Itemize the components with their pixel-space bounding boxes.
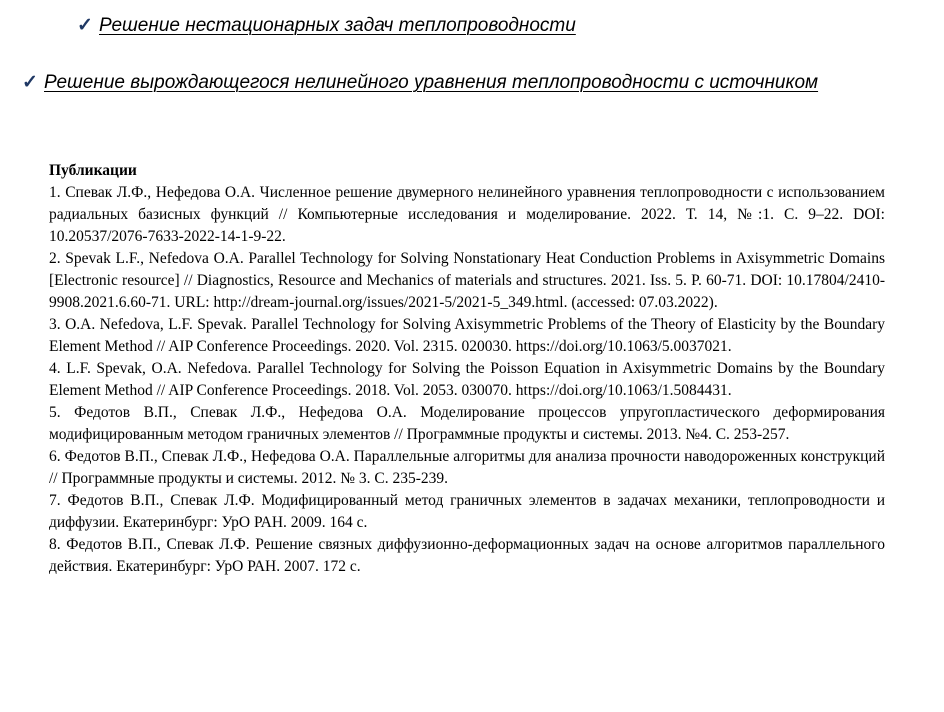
publications-section [49, 160, 885, 578]
publication-item-5: 5. Федотов В.П., Спевак Л.Ф., Нефедова О.А. Моделирование процессов упругопластического деформирования модифицированным методом граничных элементов // Программные продукты и системы. 2013. №4. С. 253-257. [49, 404, 885, 443]
publication-item-8: 8. Федотов В.П., Спевак Л.Ф. Решение связных диффузионно-деформационных задач на основе алгоритмов параллельного действия. Екатеринбург: УрО РАН. 2007. 172 с. [49, 536, 885, 575]
bullet-text-1: Решение нестационарных задач теплопроводности [99, 15, 576, 36]
bullet-item-1 [77, 14, 576, 38]
checkmark-icon: ✓ [22, 72, 38, 93]
publication-item-4: 4. L.F. Spevak, O.A. Nefedova. Parallel Technology for Solving the Poisson Equation in Axisymmetric Domains by the Boundary Element Method // AIP Conference Proceedings. 2018. Vol. 2053. 030070. https://doi.org/10.1063/1.5084431. [49, 360, 885, 399]
bullet-item-2 [22, 71, 818, 95]
publication-item-2: 2. Spevak L.F., Nefedova O.A. Parallel Technology for Solving Nonstationary Heat Conduction Problems in Axisymmetric Domains [Electronic resource] // Diagnostics, Resource and Mechanics of materials and structures. 2021. Iss. 5. P. 60-71. DOI: 10.17804/2410-9908.2021.6.60-71. URL: http://dream-journal.org/issues/2021-5/2021-5_349.html. (accessed: 07.03.2022). [49, 250, 885, 311]
publications-heading: Публикации [49, 162, 137, 179]
publication-item-3: 3. O.A. Nefedova, L.F. Spevak. Parallel Technology for Solving Axisymmetric Problems of the Theory of Elasticity by the Boundary Element Method // AIP Conference Proceedings. 2020. Vol. 2315. 020030. https://doi.org/10.1063/5.0037021. [49, 316, 885, 355]
publication-item-6: 6. Федотов В.П., Спевак Л.Ф., Нефедова О.А. Параллельные алгоритмы для анализа прочности наводороженных конструкций // Программные продукты и системы. 2012. № 3. С. 235-239. [49, 448, 885, 487]
publication-item-7: 7. Федотов В.П., Спевак Л.Ф. Модифицированный метод граничных элементов в задачах механики, теплопроводности и диффузии. Екатеринбург: УрО РАН. 2009. 164 с. [49, 492, 885, 531]
publication-item-1: 1. Спевак Л.Ф., Нефедова О.А. Численное решение двумерного нелинейного уравнения теплопроводности с использованием радиальных базисных функций // Компьютерные исследования и моделирование. 2022. Т. 14, №:1. С. 9–22. DOI: 10.20537/2076-7633-2022-14-1-9-22. [49, 184, 885, 245]
checkmark-icon: ✓ [77, 15, 93, 36]
bullet-text-2: Решение вырождающегося нелинейного уравнения теплопроводности с источником [44, 72, 819, 93]
